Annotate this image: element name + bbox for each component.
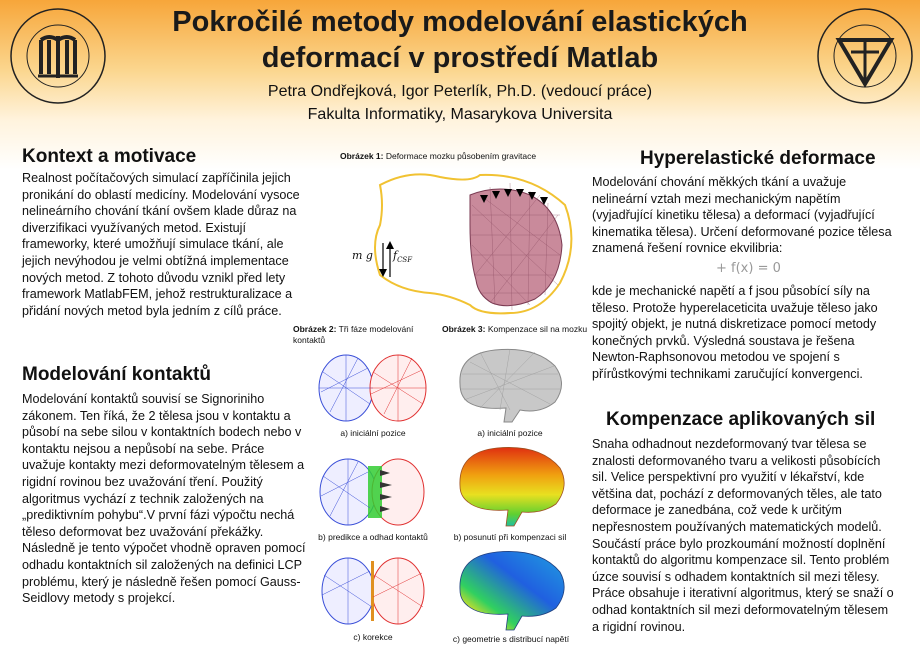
- fig3c-brain-stress: [452, 548, 572, 632]
- faculty: Fakulta Informatiky, Masarykova Universita: [307, 106, 613, 123]
- fig1-brain-deformation: [330, 165, 580, 315]
- authors: Petra Ondřejková, Igor Peterlík, Ph.D. (vedoucí práce): [267, 83, 653, 100]
- fig2-caption: Obrázek 2: Tři fáze modelování kontaktů: [293, 324, 414, 345]
- text-kontext: Realnost počítačových simulací zapříčinila jejich pronikání do oblastí medicíny. Modelování vysoce nelineárního chování tkání ovšem klade důraz na diverzifikaci využívaných metod. Existují frameworky, které umožňují simulace tkání, ale jejich nevýhodou je velmi obtížná implementace nových metod. Z tohoto důvodu vznikl před lety framework MatlabFEM, jehož restrukturalizace a přidání nových metod byla jedním z cílů práce.: [22, 171, 300, 318]
- fig2b-wireframe-prediction: [318, 456, 428, 528]
- heading-kontakty: Modelování kontaktů: [22, 364, 211, 385]
- left-university-seal: [8, 6, 108, 106]
- fig1-label-mg: m g: [352, 249, 373, 262]
- poster-title: [100, 4, 820, 76]
- fig2b-subcaption: b) predikce a odhad kontaktů: [318, 532, 428, 542]
- heading-hyper: Hyperelastické deformace: [640, 148, 876, 169]
- fig2c-wireframe-correction: [318, 555, 428, 627]
- text-hyper-2: kde je mechanické napětí a f jsou působící síly na těleso. Protože hyperelaceticita uvažuje těleso jako spojitý objekt, je nutná diskretizace pomocí metody konečných prvků. Výsledná soustava je řešena Newton-Raphsonovou metodou ve spojení s přírůstkovými technikami zaručující konvergenci.: [592, 284, 878, 381]
- equilibrium-formula: + f(x) = 0: [716, 261, 781, 276]
- fig3c-subcaption: c) geometrie s distribucí napětí: [452, 634, 570, 644]
- fig2c-subcaption: c) korekce: [353, 632, 393, 642]
- text-hyper-1: Modelování chování měkkých tkání a uvažuje nelineární vztah mezi mechanickým napětím (vyjadřující kinetiku tělesa) a deformací (vyjadřující kinematika tělesa). Určení deformované pozice tělesa znamená řešení rovnice ekvilibria:: [592, 175, 892, 256]
- title-line-1: Pokročilé metody modelování elastických: [172, 6, 748, 38]
- fig3a-brain-initial: [450, 344, 570, 424]
- fig1-caption: Obrázek 1: Deformace mozku působením gravitace: [340, 151, 537, 161]
- heading-kompenzace: Kompenzace aplikovaných sil: [606, 409, 876, 430]
- fig3-caption: Obrázek 3: Kompenzace sil na mozku: [442, 324, 588, 334]
- heading-kontext: Kontext a motivace: [22, 146, 197, 167]
- text-kompenzace: Snaha odhadnout nezdeformovaný tvar tělesa se znalosti deformovaného tvaru a velikosti působících sil. Velice perspektivní pro využití v lékařství, kde většina dat, pochází z deformovaných těles, ale tato deformace je zanedbána, což vede k určitým nepřesnostem používaných matematických modelů. Součástí práce bylo prozkoumání možností doplnění kontaktů do algoritmu kompenzace sil. Tento problém úzce souvisí s odhadem kontaktních sil mezi tělesy. Práce obsahuje i iterativní algoritmus, který se snaží o odhad kontaktních sil mezi deformovatelným tělesem a rigidní rovinou.: [592, 437, 894, 634]
- text-kontakty: Modelování kontaktů souvisí se Signoriniho zákonem. Ten říká, že 2 tělesa jsou v kontaktu a působí na sebe silou v kontaktních bodech nebo v kontaktu nejsou a nepůsobí na sebe. Práce uvažuje kontakty mezi deformovatelným tělesem a rigidní rovinou bez uvažování tření. Použitý algoritmus vychází z technik založených na „prediktivním pohybu“.V první fázi výpočtu nechá těleso deformovat bez uvažování překážky. Následně je tento výpočet vhodně opraven pomocí odhadu kontaktních sil založených na definici LCP problému, který je následně řešen pomocí Gauss-Seidlovy metody s projekcí.: [22, 392, 306, 606]
- fig3b-subcaption: b) posunutí při kompenzaci sil: [453, 532, 567, 542]
- right-faculty-seal: [815, 6, 915, 106]
- fig1-label-f: $f_{CSF}$: [393, 249, 413, 265]
- title-line-2: deformací v prostředí Matlab: [261, 42, 659, 74]
- fig2a-wireframe-initial: [318, 352, 428, 424]
- fig2a-subcaption: a) iniciální pozice: [340, 428, 406, 438]
- fig3b-brain-displacement: [452, 442, 572, 528]
- fig3a-subcaption: a) iniciální pozice: [477, 428, 543, 438]
